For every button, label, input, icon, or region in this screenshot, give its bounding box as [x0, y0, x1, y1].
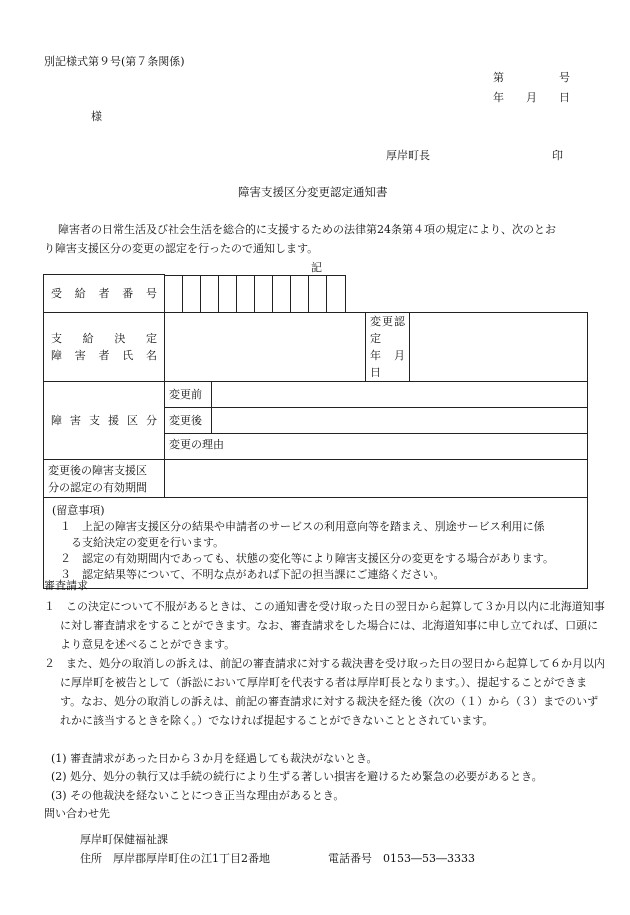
after-label: 変更後 — [165, 408, 212, 434]
digit-box[interactable] — [219, 276, 237, 312]
appeal-item-1: １ この決定について不服があるときは、この通知書を受け取った日の翌日から起算して３か月以内に北海道知事に対し審査請求をすることができます。なお、審査請求をした場合には、北海道知事に申し立てれば、口頭により意見を述べることができます。 — [44, 600, 605, 651]
certification-table — [43, 274, 588, 592]
recipient-number-boxes[interactable] — [165, 275, 346, 312]
digit-box[interactable] — [291, 276, 309, 312]
appeal-sub-2: (2) 処分、処分の執行又は手続の続行により生ずる著しい損害を避けるため緊急の必要があるとき。 — [51, 770, 543, 783]
appeal-heading: 審査請求 — [44, 579, 88, 592]
reason-field[interactable] — [165, 434, 588, 460]
recipient-number-row — [44, 275, 588, 313]
appeal-sub-1: (1) 審査請求があった日から３か月を経過しても裁決がないとき。 — [51, 752, 378, 765]
contact-heading: 問い合わせ先 — [44, 807, 110, 820]
addressee-suffix: 様 — [91, 110, 102, 123]
note-item: ２ 認定の有効期間内であっても、状態の変化等により障害支援区分の変更をする場合があります。 — [60, 552, 555, 565]
seal-mark: 印 — [552, 149, 563, 162]
notes-row — [44, 498, 588, 589]
intro-line-1: 障害者の日常生活及び社会生活を総合的に支援するための法律第24条第４項の規定により、次のとお — [58, 223, 556, 236]
contact-phone: 電話番号 0153―53―3333 — [328, 852, 475, 865]
document-number-line: 第 号 — [493, 71, 570, 84]
digit-box[interactable] — [165, 276, 183, 312]
payee-label-line-2: 障害者氏名 — [51, 349, 157, 362]
digit-box[interactable] — [255, 276, 273, 312]
payee-label — [44, 313, 165, 382]
before-field[interactable] — [212, 382, 588, 408]
digit-box[interactable] — [237, 276, 255, 312]
payee-label-line-1: 支給決定 — [51, 332, 157, 345]
validity-label-line-2: 分の認定の有効期間 — [48, 480, 147, 494]
class-label: 障害支援区分 — [44, 382, 165, 460]
before-label: 変更前 — [165, 382, 212, 408]
validity-label-line-1: 変更後の障害支援区 — [48, 463, 147, 477]
reason-label: 変更の理由 — [169, 438, 224, 451]
note-item: ３ 認定結果等について、不明な点があれば下記の担当課にご連絡ください。 — [60, 568, 445, 581]
recipient-number-label: 受給者番号 — [44, 275, 165, 313]
intro-line-2: り障害支援区分の変更の認定を行ったので通知します。 — [44, 242, 319, 255]
change-date-field[interactable] — [410, 313, 588, 382]
appeal-sub-3: (3) その他裁決を経ないことにつき正当な理由があるとき。 — [51, 789, 345, 802]
notes-heading: (留意事項) — [52, 504, 105, 517]
digit-box[interactable] — [183, 276, 201, 312]
date-line: 年 月 日 — [493, 91, 570, 104]
validity-field[interactable] — [165, 460, 588, 498]
digit-box[interactable] — [327, 276, 344, 312]
notes-box — [44, 498, 588, 592]
after-field[interactable] — [212, 408, 588, 434]
digit-box[interactable] — [201, 276, 219, 312]
change-date-label-line-1: 変更認定 — [370, 315, 405, 345]
document-title: 障害支援区分変更認定通知書 — [238, 185, 388, 199]
appeal-item-2: ２ また、処分の取消しの訴えは、前記の審査請求に対する裁決書を受け取った日の翌日から起算して６か月以内に厚岸町を被告として（訴訟において厚岸町を代表する者は厚岸町長となります。）、提起することができます。なお、処分の取消しの訴えは、前記の審査請求に対する裁決を経た後（次の（１）から（３）までのいずれかに該当するときを除く。）でなければ提起することができないこととされています。 — [44, 657, 605, 727]
digit-box[interactable] — [273, 276, 291, 312]
payee-name-field[interactable] — [165, 313, 366, 382]
class-before-row — [44, 382, 588, 408]
validity-label — [44, 460, 165, 498]
note-item: る支給決定の変更を行います。 — [60, 536, 225, 549]
change-date-label-line-2: 年 月 日 — [370, 349, 416, 379]
validity-row — [44, 460, 588, 498]
contact-address: 住所 厚岸郡厚岸町住の江1丁目2番地 — [80, 852, 270, 865]
change-date-label — [366, 313, 416, 382]
digit-box[interactable] — [309, 276, 327, 312]
issuer-name: 厚岸町長 — [386, 149, 430, 162]
payee-row — [44, 313, 588, 382]
ki-mark: 記 — [311, 261, 322, 274]
form-number: 別記様式第９号(第７条関係) — [44, 55, 185, 68]
contact-department: 厚岸町保健福祉課 — [80, 833, 168, 846]
note-item: １ 上記の障害支援区分の結果や申請者のサービスの利用意向等を踏まえ、別途サービス利用に係 — [60, 520, 545, 533]
